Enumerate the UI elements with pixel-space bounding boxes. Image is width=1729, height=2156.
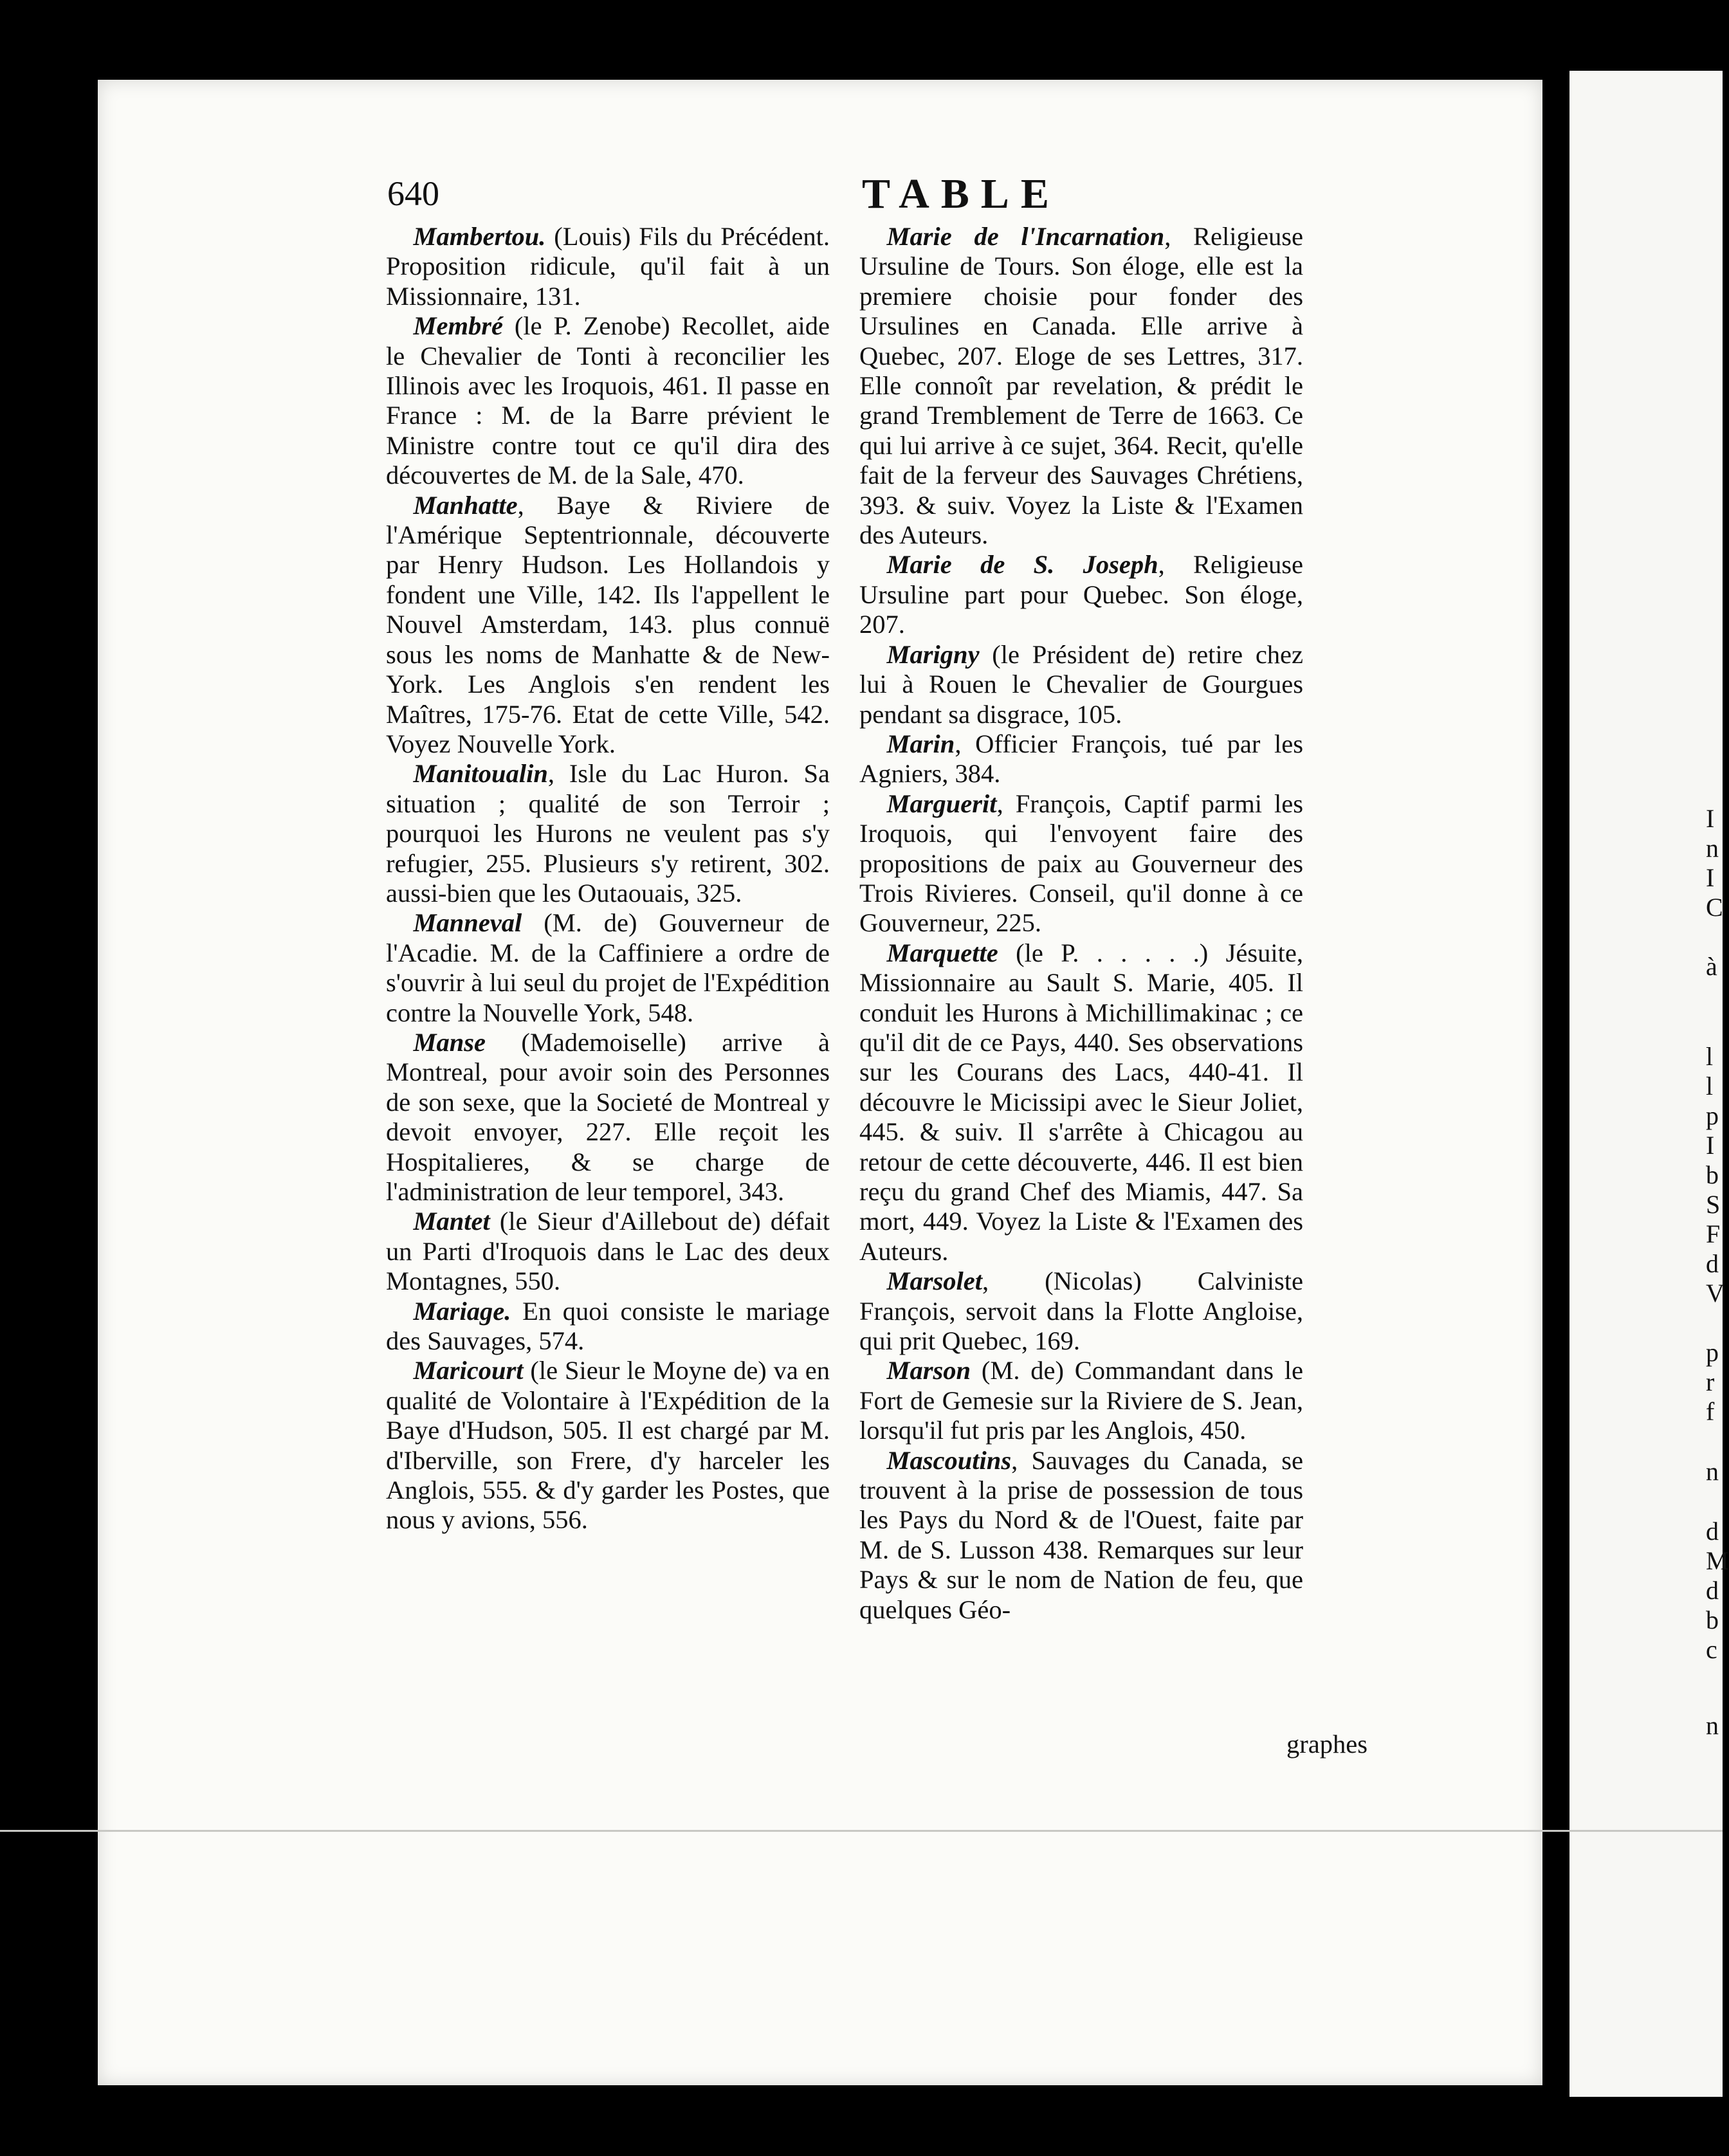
page-reference: 574. bbox=[532, 1326, 585, 1356]
index-text: , Baye & Riviere de l'Amérique Septentrionnale, découverte par Henry Hudson. Les Hollandois y fondent une Ville, 142. Ils l'appellent le Nouvel Amsterdam, 143. plus connuë sous les noms de Manhatte & de New-York. Les Anglois s'en rendent les Maîtres, 175-76. Etat de cette Ville, 542. Voyez Nouvelle York. bbox=[386, 490, 830, 758]
index-text: , Religieuse Ursuline part pour Quebec. Son éloge, bbox=[859, 550, 1303, 609]
index-entry bbox=[859, 1356, 1303, 1445]
index-term: Marson bbox=[886, 1356, 971, 1385]
page-reference: 207. bbox=[859, 610, 905, 639]
index-term: Marie de S. Joseph bbox=[886, 550, 1158, 580]
index-term: Marsolet bbox=[886, 1266, 983, 1296]
facing-page-letter: p bbox=[1706, 1101, 1719, 1130]
index-text: (Mademoiselle) arrive à Montreal, pour avoir soin des Personnes de son sexe, que la Societé de Montreal y devoit envoyer, 227. Elle reçoit les Hospitalieres, & se charge de l'administration de leur temporel, bbox=[386, 1027, 830, 1206]
facing-page-letter: b bbox=[1706, 1605, 1719, 1634]
facing-page-letter: l bbox=[1706, 1072, 1714, 1101]
index-text: (le Président de) retire chez lui à Rouen le Chevalier de Gourgues pendant sa disgrace, bbox=[859, 639, 1303, 729]
facing-page-letter: S bbox=[1706, 1190, 1721, 1219]
index-term: Marin bbox=[886, 729, 955, 758]
index-text: (le Sieur le Moyne de) va en qualité de Volontaire à l'Expédition de la Baye d'Hudson, 505. Il est chargé par M. d'Iberville, son Frere, d'y harceler les Anglois, 555. & d'y garder les Postes, que nous y avions, bbox=[386, 1356, 830, 1535]
facing-page-letter: d bbox=[1706, 1517, 1719, 1546]
page-number: 640 bbox=[387, 174, 439, 213]
index-entry bbox=[386, 1297, 830, 1357]
index-entry bbox=[859, 789, 1303, 938]
index-term: Manneval bbox=[413, 908, 522, 938]
facing-page-letter: F bbox=[1706, 1220, 1721, 1248]
facing-page-letter: V bbox=[1706, 1279, 1724, 1308]
index-term: Manse bbox=[413, 1027, 486, 1057]
index-entry bbox=[386, 1207, 830, 1296]
index-term: Mantet bbox=[413, 1207, 490, 1236]
page-reference: 169. bbox=[1028, 1326, 1081, 1356]
index-entry bbox=[386, 311, 830, 490]
index-term: Maricourt bbox=[413, 1356, 524, 1385]
index-text: (le Sieur d'Aillebout de) défait un Parti d'Iroquois dans le Lac des deux Montagnes, bbox=[386, 1207, 830, 1296]
facing-page-letter: d bbox=[1706, 1249, 1719, 1278]
facing-page-letter: f bbox=[1706, 1397, 1715, 1426]
facing-page-edge bbox=[1569, 71, 1729, 2097]
page-reference: 325. bbox=[690, 878, 742, 908]
index-text: , Sauvages du Canada, se trouvent à la prise de possession de tous les Pays du Nord & de l'Ouest, faite par M. de S. Lusson 438. Remarques sur leur Pays & sur le nom de Nation de feu, que quelques Géo- bbox=[859, 1445, 1303, 1624]
facing-page-letter: b bbox=[1706, 1160, 1719, 1189]
index-entry bbox=[386, 1028, 830, 1207]
page-reference: 225. bbox=[989, 908, 1041, 938]
page-reference: 105. bbox=[1070, 699, 1122, 729]
facing-page-letter: à bbox=[1706, 952, 1717, 981]
index-entry bbox=[859, 550, 1303, 639]
page-reference: 131. bbox=[528, 281, 581, 311]
facing-page-letter: l bbox=[1706, 1042, 1714, 1071]
page-header bbox=[0, 170, 1723, 219]
page-reference: 343. bbox=[732, 1177, 785, 1206]
facing-page-letter: c bbox=[1706, 1635, 1717, 1664]
index-term: Marigny bbox=[886, 639, 980, 669]
index-term: Mambertou. bbox=[413, 222, 546, 251]
index-text: , François, Captif parmi les Iroquois, qui l'envoyent faire des propositions de paix au Gouverneur des Trois Rivieres. Conseil, qu'il donne à ce Gouverneur, bbox=[859, 789, 1303, 938]
index-entry bbox=[859, 1446, 1303, 1625]
index-term: Membré bbox=[413, 311, 503, 341]
index-entry bbox=[386, 222, 830, 311]
index-text: (le P. Zenobe) Recollet, aide le Chevalier de Tonti à reconcilier les Illinois avec les Iroquois, 461. Il passe en France : M. de la Barre prévient le Ministre contre tout ce qu'il dira des découvertes de M. de la Sale, bbox=[386, 311, 830, 490]
page-reference: 450. bbox=[1194, 1416, 1247, 1445]
index-term: Marguerit bbox=[886, 789, 997, 818]
facing-page-letter: n bbox=[1706, 1457, 1719, 1486]
facing-page-letter: p bbox=[1706, 1338, 1719, 1367]
index-entry bbox=[859, 938, 1303, 1266]
running-title: TABLE bbox=[862, 170, 1061, 217]
index-text: (le P. . . . . .) Jésuite, Missionnaire au Sault S. Marie, 405. Il conduit les Hurons à Michillimakinac ; ce qu'il dit de ce Pays, 440. Ses observations sur les Courans des Lacs, 440-41. Il découvre le Micissipi avec le Sieur Joliet, 445. & suiv. Il s'arrête à Chicagou au retour de cette découverte, 446. Il est bien reçu du grand Chef des Miamis, 447. Sa mort, 449. Voyez la Liste & l'Examen des Auteurs. bbox=[859, 938, 1303, 1266]
index-text: , Officier François, tué par les Agniers, bbox=[859, 729, 1303, 789]
page-reference: 384. bbox=[948, 759, 1001, 789]
page-bottom-rule bbox=[0, 1830, 1723, 1832]
index-text: En quoi consiste le mariage des Sauvages, bbox=[386, 1296, 830, 1356]
index-term: Marie de l'Incarnation bbox=[886, 222, 1165, 251]
index-term: Mascoutins bbox=[886, 1445, 1012, 1475]
index-column-left bbox=[386, 222, 830, 1535]
index-term: Manitoualin bbox=[413, 759, 548, 789]
facing-page-letter: I bbox=[1706, 804, 1715, 833]
index-entry bbox=[859, 1266, 1303, 1356]
index-term: Mariage. bbox=[413, 1296, 511, 1326]
facing-page-letter: n bbox=[1706, 1711, 1719, 1740]
facing-page-letter: I bbox=[1706, 863, 1715, 892]
index-entry bbox=[386, 908, 830, 1028]
index-entry bbox=[859, 222, 1303, 550]
facing-page-letter: C bbox=[1706, 893, 1723, 922]
page-reference: 548. bbox=[641, 998, 694, 1027]
index-entry bbox=[859, 640, 1303, 729]
facing-page-letter: I bbox=[1706, 1131, 1715, 1160]
index-text: (M. de) Commandant dans le Fort de Gemesie sur la Riviere de S. Jean, lorsqu'il fut pris par les Anglois, bbox=[859, 1356, 1303, 1445]
index-entry bbox=[386, 1356, 830, 1535]
index-entry bbox=[386, 491, 830, 760]
page-reference: 470. bbox=[691, 461, 744, 490]
index-term: Marquette bbox=[886, 938, 998, 967]
index-text: , (Nicolas) Calviniste François, servoit dans la Flotte Angloise, qui prit Quebec, bbox=[859, 1266, 1303, 1356]
facing-page-letter: n bbox=[1706, 834, 1719, 863]
facing-page-letter: d bbox=[1706, 1576, 1719, 1605]
index-column-right bbox=[859, 222, 1303, 1625]
index-text: (Louis) Fils du Précédent. Proposition ridicule, qu'il fait à un Missionnaire, bbox=[386, 222, 830, 311]
page-reference: 556. bbox=[535, 1505, 588, 1535]
index-entry bbox=[386, 759, 830, 908]
facing-page-letter: r bbox=[1706, 1367, 1715, 1396]
catchword: graphes bbox=[1286, 1730, 1368, 1759]
index-entry bbox=[859, 729, 1303, 789]
index-text: (M. de) Gouverneur de l'Acadie. M. de la Caffiniere a ordre de s'ouvrir à lui seul du projet de l'Expédition contre la Nouvelle York, bbox=[386, 908, 830, 1027]
index-text: , Isle du Lac Huron. Sa situation ; qualité de son Terroir ; pourquoi les Hurons ne veulent pas s'y refugier, 255. Plusieurs s'y retirent, 302. aussi-bien que les Outaouais, bbox=[386, 759, 830, 908]
index-term: Manhatte bbox=[413, 490, 518, 520]
facing-page-letter: M bbox=[1706, 1546, 1729, 1575]
page-reference: 550. bbox=[508, 1266, 561, 1296]
index-text: , Religieuse Ursuline de Tours. Son éloge, elle est la premiere choisie pour fonder des Ursulines en Canada. Elle arrive à Quebec, 207. Eloge de ses Lettres, 317. Elle connoît par revelation, & prédit le grand Tremblement de Terre de 1663. Ce qui lui arrive à ce sujet, 364. Recit, qu'elle fait de la ferveur des Sauvages Chrétiens, 393. & suiv. Voyez la Liste & l'Examen des Auteurs. bbox=[859, 222, 1303, 550]
